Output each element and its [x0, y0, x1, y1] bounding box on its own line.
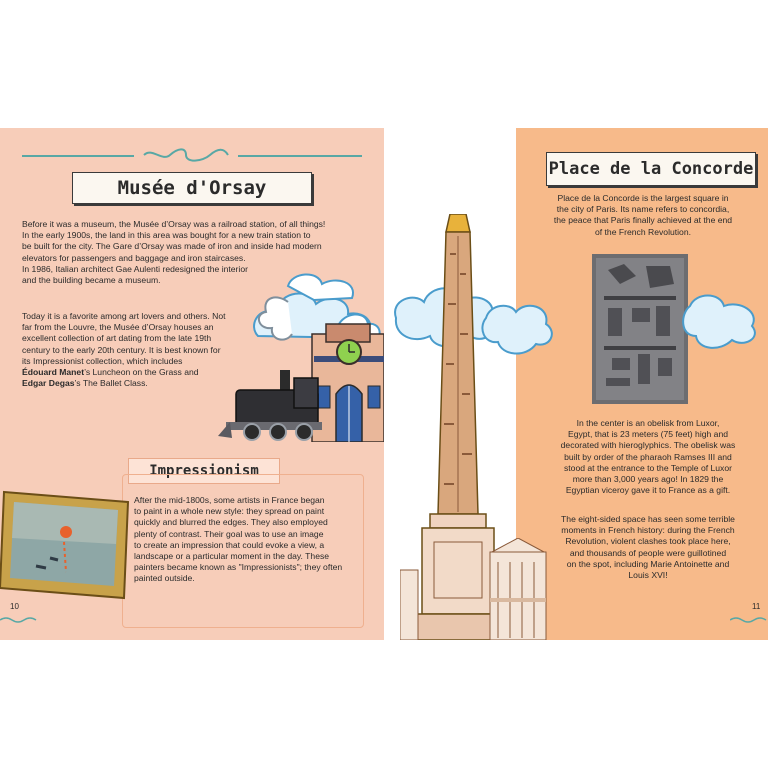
- text-line: moments in French history: during the French: [561, 525, 735, 536]
- divider-right: [238, 155, 362, 157]
- text-line: Egyptian viceroy gave it to France as a gift.: [565, 485, 731, 496]
- text-line: be built for the city. The Gare d’Orsay was made of iron and inside had modern: [22, 241, 322, 252]
- work-manet: ’s Luncheon on the Grass and: [84, 367, 199, 378]
- page-number-right: 11: [752, 602, 761, 611]
- text-line: excellent collection of art dating from the late 19th: [22, 333, 212, 344]
- text-line: After the mid-1800s, some artists in France began: [134, 495, 325, 505]
- text-line: In 1986, Italian architect Gae Aulenti redesigned the interior: [22, 263, 248, 274]
- text-line: of the French Revolution.: [594, 226, 692, 237]
- text-line: elevators for passengers and baggage and iron staircases.: [22, 252, 246, 263]
- text-line: the city of Paris. Its name refers to concordia,: [556, 204, 730, 215]
- flourish-ornament: [140, 148, 232, 162]
- text-line: its Impressionist collection, which includes: [22, 355, 183, 366]
- artist-degas: Edgar Degas: [22, 378, 75, 389]
- text-line: and the building became a museum.: [22, 275, 161, 286]
- musee-title-banner: [72, 172, 312, 204]
- book-spread: [0, 128, 768, 640]
- left-page: [0, 128, 384, 640]
- text-line: to create an impression that could evoke a view, a: [134, 539, 325, 550]
- text-line: Today it is a favorite among art lovers and others. Not: [22, 311, 226, 321]
- text-line: built by order of the pharaoh Ramses III and: [564, 451, 732, 462]
- concorde-intro: [530, 193, 756, 238]
- text-line: far from the Louvre, the Musée d’Orsay houses an: [22, 322, 214, 333]
- divider-left: [22, 155, 134, 157]
- text-line: In the center is an obelisk from Luxor,: [576, 418, 720, 428]
- impression-sunrise-painting: [0, 488, 132, 600]
- text-line: century to the early 20th century. It is best known for: [22, 344, 221, 355]
- museum-train-illustration: [218, 266, 384, 442]
- text-line: plenty of contrast. Their goal was to use an image: [134, 528, 324, 539]
- concorde-title-banner: [546, 152, 756, 186]
- text-line: painted outside.: [134, 573, 195, 584]
- text-line: painters became known as "Impressionists"; they often: [134, 562, 343, 573]
- text-line: Before it was a museum, the Musée d’Orsay was a railroad station, of all things!: [22, 219, 326, 229]
- artist-manet: Édouard Manet: [22, 367, 85, 378]
- text-line: and thousands of people were guillotined: [569, 547, 727, 558]
- page-title: Musée d'Orsay: [117, 177, 267, 199]
- text-line: Louis XVI!: [628, 570, 668, 581]
- text-line: Egypt, that is 23 meters (75 feet) high and: [567, 429, 729, 440]
- text-line: the peace that Paris finally achieved at the end: [553, 215, 733, 226]
- text-line: landscape or a particular moment in the day. These: [134, 551, 330, 562]
- text-line: decorated with hieroglyphics. The obelisk was: [560, 440, 736, 451]
- section-title: Impressionism: [149, 463, 259, 479]
- page-number-left: 10: [10, 602, 19, 611]
- text-line: In the early 1900s, the land in this area was bought for a new train station to: [22, 230, 311, 241]
- text-line: Place de la Concorde is the largest square in: [557, 193, 729, 203]
- text-line: Revolution, violent clashes took place here,: [565, 536, 731, 547]
- text-line: stood at the entrance to the Temple of Luxor: [563, 462, 732, 473]
- right-page: [516, 128, 768, 640]
- obelisk-paragraph: [534, 418, 762, 496]
- history-paragraph: [534, 514, 762, 581]
- palace-building-illustration: [484, 538, 550, 640]
- text-line: on the spot, including Marie Antoinette and: [566, 558, 730, 569]
- bottom-wave-left: [0, 616, 384, 624]
- text-line: quickly and blurred the edges. They also employed: [134, 517, 328, 528]
- impressionism-paragraph: [134, 495, 362, 585]
- text-line: to paint in a whole new style: they spread on paint: [134, 506, 325, 517]
- work-degas: ’s The Ballet Class.: [74, 378, 148, 389]
- bottom-wave-right: [730, 616, 768, 624]
- text-line: more than 3,000 years ago! In 1829 the: [572, 474, 724, 485]
- text-line: The eight-sided space has seen some terrible: [561, 514, 735, 524]
- page-title: Place de la Concorde: [548, 159, 754, 179]
